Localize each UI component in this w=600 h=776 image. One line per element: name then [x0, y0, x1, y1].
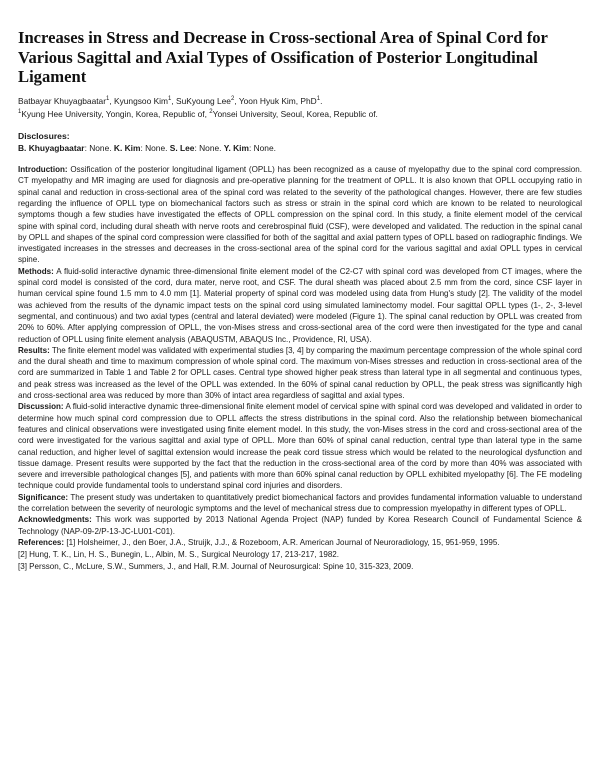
section-label: Acknowledgments:	[18, 515, 92, 525]
section-text: A fluid-solid interactive dynamic three-dimensional finite element model of the C2-C7 with spinal cord was developed from CT images, where the spinal cord model is consisted of the cord, dura mater, nerve root, and CSF. The dural sheath was placed about 2.5 mm from the cord, since CSF layer in human cervical spine found 1.5 mm to 4.0 mm [1]. Material property of spinal cord was modeled using data from Hung's study [2]. The validity of the model was achieved from the results of the dynamic impact tests on the spinal cord using simulated laminectomy model. Four sagittal OPLL types (1-, 2-, 3-level segmental, and continuous) and two axial types (central and lateral deviated) were modeled (Figure 1). The spinal canal reduction by OPLL was created from 20% to 60%. After applying compression of OPLL, the von-Mises stress and cross-sectional area of the cord were then investigated for the type and canal reduction of OPLL using finite element analysis (ABAQUSTM, ABAQUS Inc., Providence, RI, USA).	[18, 266, 582, 344]
reference-text: [1] Holsheimer, J., den Boer, J.A., Struijk, J.J., & Rozeboom, A.R. American Journal of Neuroradiology, 15, 951-959, 1995.	[66, 537, 500, 547]
author-affiliation-mark: 2	[230, 95, 235, 102]
section-text: This work was supported by 2013 National Agenda Project (NAP) funded by Korea Research Council of Fundamental Science & Technology (NAP-09-2/P-13-JC-LU01-C01).	[18, 515, 583, 536]
disclosure-name: Y. Kim	[223, 143, 249, 154]
affiliation-mark: 2	[209, 109, 213, 116]
author: Kyungsoo Kim	[114, 95, 168, 106]
section-label: Significance:	[18, 492, 69, 502]
acknowledgments-section	[18, 514, 582, 537]
section-label: Methods:	[18, 266, 54, 276]
disclosure-value: None.	[199, 143, 222, 154]
affiliations	[18, 106, 582, 120]
results-section	[18, 345, 582, 401]
author-affiliation-mark: 1	[168, 95, 172, 102]
disclosure-name: S. Lee	[169, 143, 195, 154]
disclosure-value: None.	[89, 143, 112, 154]
affiliation-text: Yonsei University, Seoul, Korea, Republic of.	[212, 109, 378, 120]
affiliation-mark: 1	[18, 109, 22, 116]
author: Batbayar Khuyagbaatar	[18, 95, 106, 106]
introduction-section	[18, 164, 582, 266]
author: Yoon Hyuk Kim, PhD	[238, 95, 317, 106]
methods-section	[18, 266, 582, 345]
author-affiliation-mark: 1	[316, 95, 321, 102]
section-text: The finite element model was validated with experimental studies [3, 4] by comparing the maximum percentage compression of the whole spinal cord and the dural sheath and time to maximum compression of whole spinal cord. The maximum von-Mises stresses and reduction in cross-sectional area of the cord are summarized in Table 1 and Table 2 for OPLL cases. Central type showed higher peak stress than lateral type in all segmental and continuous types, and peak stress was increased as the level of the OPLL was extended. In the 60% of spinal canal reduction by OPLL, the peak stress was significantly high and cross-sectional area was reduced by more than 30% of intact area regardless of sagittal and axial types.	[18, 345, 583, 401]
section-text: Ossification of the posterior longitudinal ligament (OPLL) has been recognized as a cause of myelopathy due to the spinal cord compression. CT myelopathy and MR imaging are used for diagnosis and pre-operative planning for the treatment of OPLL. It is also known that OPLL occupying ratio in spinal canal and reduction in cross-sectional area of the spinal cord was related to the severity of the pathological changes. However, there are few studies regarding the influence of OPLL type on biomechanical factors such as stress or strain in the spinal cord which are known to be related to neurological symptoms though a few studies have investigated the effects of OPLL compression on the spinal cord. In this study, a finite element model of the cervical spine with spinal cord, including dural sheath with nerve roots and cerebrospinal fluid (CSF), were developed and validated. The reduction in the spinal canal by OPLL and shapes of the spinal cord compression were classified for both of the sagittal and axial pattern types of OPLL based on radiographic findings. We investigated increases in the stresses and decreases in the cross-sectional area of the spinal cord for the various sagittal and axial OPLL types in cervical spine.	[18, 165, 582, 265]
references-label: References:	[18, 537, 65, 547]
disclosure-value: None.	[145, 143, 168, 154]
section-label: Discussion:	[18, 402, 64, 412]
author-affiliation-mark: 1	[106, 95, 110, 102]
section-text: A fluid-solid interactive dynamic three-dimensional finite element model of cervical spine with spinal cord was developed and validated in order to determine how much spinal cord compression due to OPLL affects the stress distributions in the spinal cord. Also the relationship between biomechanical features and clinical observations were investigated using finite element model. In this study, the von-Mises stress in the cord and cross-sectional area of the cord were investigated for the various sagittal and axial type of OPLL. More than 60% of spinal canal reduction, central type than lateral type in the same canal reduction, and higher level of sagittal extension would increase the peak cord tissue stress which would be related to the neurological dysfunction and tissue damage. Present results were supported by the fact that the reduction in the cross-sectional area of the cord by more than 40% was associated with severe and irreversible pathological changes [5], and patients with more than 60% spinal canal reduction by OPLL exhibited myelopathy [6]. The FE modeling technique could provide fundamental tools to understand spinal cord injuries and disorders.	[18, 402, 582, 491]
author: SuKyoung Lee	[176, 95, 231, 106]
reference-item	[18, 537, 582, 548]
reference-item: [3] Persson, C., McLure, S.W., Summers, J., and Hall, R.M. Journal of Neurosurgical: Spine 10, 315-323, 2009.	[18, 562, 414, 572]
section-label: Introduction:	[18, 165, 68, 175]
disclosure-name: K. Kim	[113, 143, 141, 154]
disclosures-list: B. Khuyagbaatar: None. K. Kim: None. S. Lee: None. Y. Kim: None.	[18, 143, 276, 154]
disclosure-value: None.	[253, 143, 276, 154]
reference-item: [2] Hung, T. K., Lin, H. S., Bunegin, L., Albin, M. S., Surgical Neurology 17, 213-217, 1982.	[18, 550, 340, 560]
section-text: The present study was undertaken to quantitatively predict biomechanical factors and provides fundamental information valuable to understand the correlation between the severity of neurologic symptoms and the level of mechanical stress due to compression myelopathy in different types of OPLL.	[18, 492, 582, 513]
discussion-section	[18, 401, 582, 491]
paper-title: Increases in Stress and Decrease in Cross-sectional Area of Spinal Cord for Various Sagittal and Axial Types of Ossification of Posterior Longitudinal Ligament	[18, 28, 548, 86]
section-label: Results:	[18, 345, 50, 355]
affiliation-text: Kyung Hee University, Yongin, Korea, Republic of,	[21, 109, 210, 120]
author-list: Batbayar Khuyagbaatar$^1$, Kyungsoo Kim$^1$, SuKyoung Lee$^2$, Yoon Hyuk Kim, PhD$^1$.	[18, 95, 323, 106]
disclosures-heading: Disclosures:	[18, 131, 70, 142]
disclosure-name: B. Khuyagbaatar	[18, 143, 85, 154]
significance-section	[18, 492, 582, 515]
